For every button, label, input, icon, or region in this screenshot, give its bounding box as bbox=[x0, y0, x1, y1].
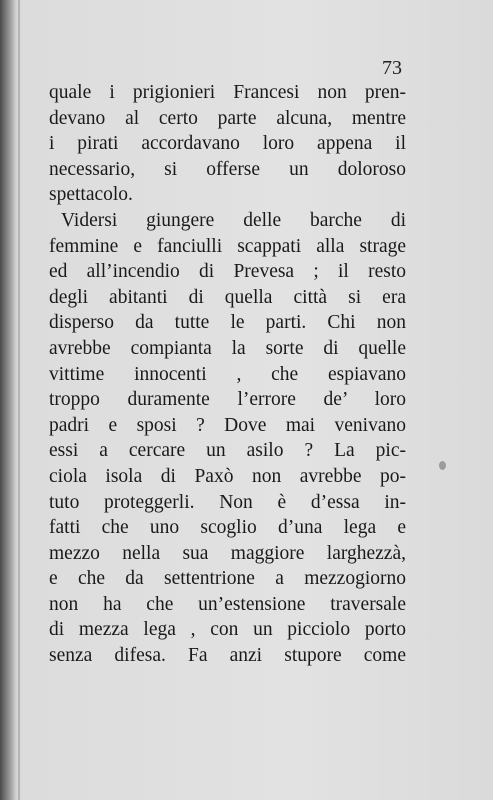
text-line: devano al certo parte alcuna, mentre bbox=[49, 107, 406, 129]
text-line: non ha che un’estensione traversale bbox=[49, 593, 406, 615]
text-line: femmine e fanciulli scappati alla strage bbox=[49, 235, 406, 257]
body-text bbox=[49, 80, 406, 669]
text-line: tuto proteggerli. Non è d’essa in- bbox=[49, 491, 406, 513]
text-line: vittime innocenti , che espiavano bbox=[49, 363, 406, 385]
text-line: necessario, si offerse un doloroso bbox=[49, 158, 406, 180]
page-number: 73 bbox=[382, 57, 402, 79]
text-line: ed all’incendio di Prevesa ; il resto bbox=[49, 261, 406, 283]
text-line: mezzo nella sua maggiore larghezzà, bbox=[49, 542, 406, 564]
text-line: di mezza lega , con un picciolo porto bbox=[49, 619, 406, 641]
text-line: essi a cercare un asilo ? La pic- bbox=[49, 440, 406, 462]
text-line: i pirati accordavano loro appena il bbox=[49, 133, 406, 155]
paper-speck bbox=[439, 461, 446, 470]
text-line: ciola isola di Paxò non avrebbe po- bbox=[49, 465, 406, 487]
text-line: Vidersi giungere delle barche di bbox=[61, 209, 406, 231]
text-line: spettacolo. bbox=[49, 184, 133, 206]
text-line: degli abitanti di quella città si era bbox=[49, 286, 406, 308]
binding-shadow bbox=[0, 0, 16, 800]
text-line: padri e sposi ? Dove mai venivano bbox=[49, 414, 406, 436]
text-line: disperso da tutte le parti. Chi non bbox=[49, 312, 406, 334]
text-line: avrebbe compianta la sorte di quelle bbox=[49, 337, 406, 359]
text-line: e che da settentrione a mezzogiorno bbox=[49, 568, 406, 590]
text-line: quale i prigionieri Francesi non pren- bbox=[49, 82, 406, 103]
page-fold bbox=[18, 0, 20, 800]
text-line: fatti che uno scoglio d’una lega e bbox=[49, 517, 406, 539]
text-line: troppo duramente l’errore de’ loro bbox=[49, 389, 406, 411]
text-line: senza difesa. Fa anzi stupore come bbox=[49, 645, 406, 667]
